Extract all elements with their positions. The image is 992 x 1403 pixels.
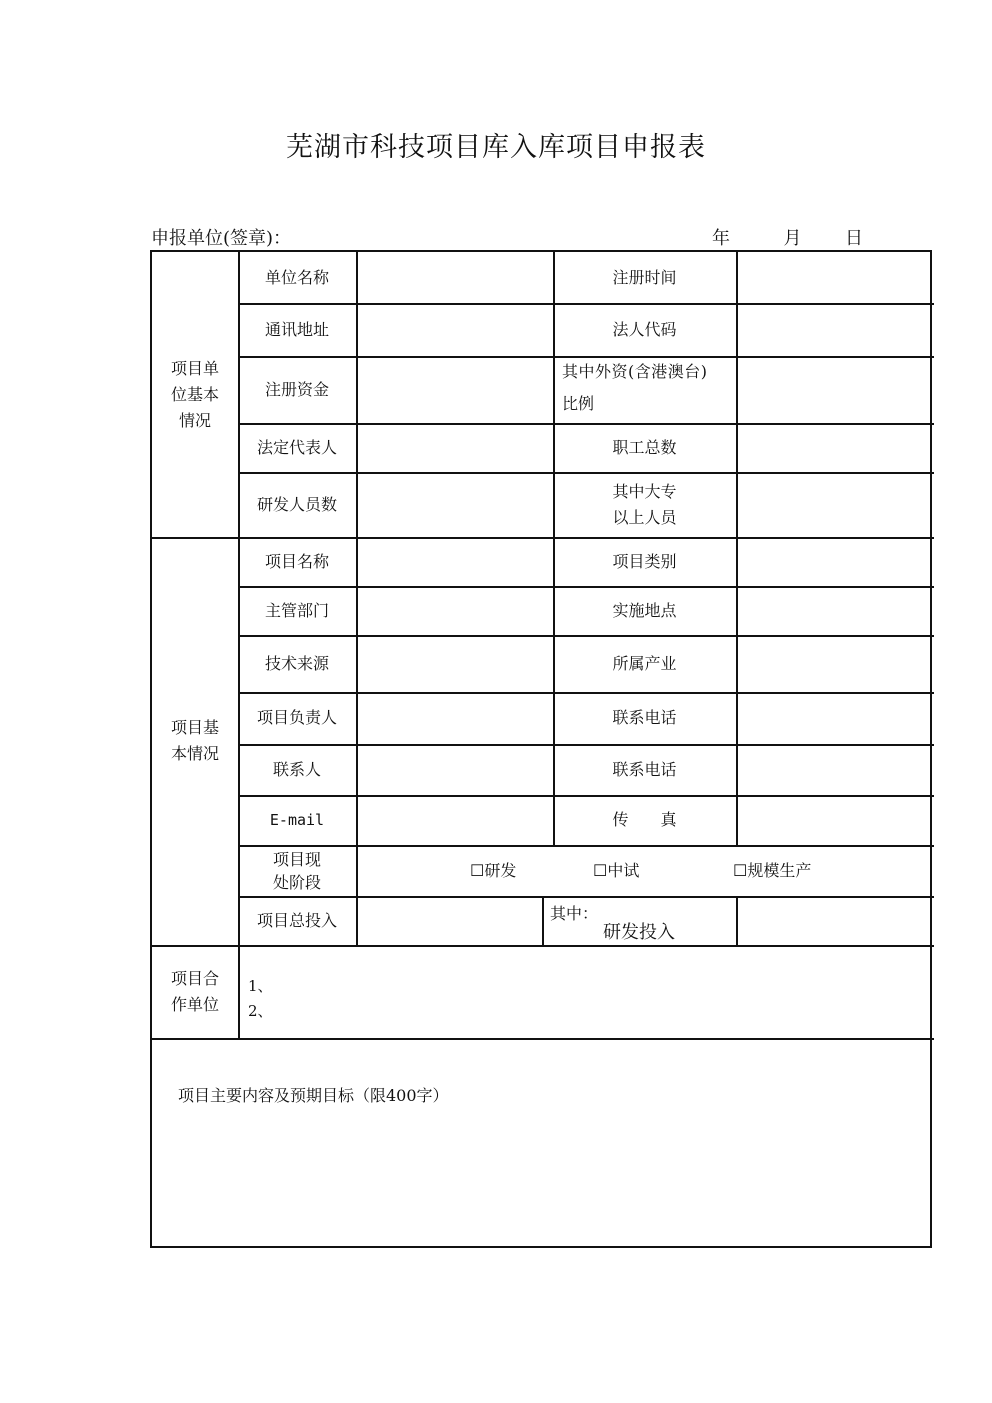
location-label: 实施地点 [612,600,677,620]
partner-item-2: 2、 [248,1002,273,1020]
location-field[interactable] [736,586,934,635]
year-label: 年 [712,228,730,249]
among-label: 其中： [550,904,599,923]
reg-time-label: 注册时间 [612,267,677,287]
section-partner-label: 项目合 作单位 [170,968,219,1014]
staff-total-label: 职工总数 [612,437,677,457]
tech-source-field[interactable] [356,635,553,692]
dept-field[interactable] [356,586,553,635]
legal-rep-field[interactable] [356,423,553,472]
phone1-field[interactable] [736,692,934,744]
project-type-label: 项目类别 [612,551,677,571]
fax-field[interactable] [736,795,934,845]
reg-time-field[interactable] [736,252,934,303]
rd-invest-field[interactable] [736,896,934,945]
legal-code-field[interactable] [736,303,934,356]
total-invest-label: 项目总投入 [256,910,337,930]
email-label: E-mail [269,811,325,829]
reg-capital-field[interactable] [356,356,553,423]
phone2-label: 联系电话 [612,759,677,779]
stage-rd-checkbox[interactable]: ☐研发 [470,860,517,880]
contact-label: 联系人 [272,759,321,779]
phone1-label: 联系电话 [612,708,677,727]
phone2-field[interactable] [736,744,934,795]
college-staff-label: 其中大专 以上人员 [612,481,677,527]
rd-invest-label: 研发投入 [603,922,675,943]
day-label: 日 [844,228,863,249]
rd-staff-field[interactable] [356,472,553,537]
content-label: 项目主要内容及预期目标（限400字） [178,1086,449,1105]
total-invest-field[interactable] [356,896,542,945]
month-label: 月 [783,228,802,249]
fax-label: 传 真 [612,810,677,829]
leader-field[interactable] [356,692,553,744]
project-name-label: 项目名称 [264,551,329,571]
section-project-info-label: 项目基 本情况 [170,718,219,763]
leader-label: 项目负责人 [256,708,337,727]
address-label: 通讯地址 [264,319,329,339]
partner-item-1: 1、 [248,977,273,995]
foreign-ratio-field[interactable] [736,356,934,423]
stage-label: 项目现 处阶段 [272,849,321,892]
industry-label: 所属产业 [612,653,677,673]
college-staff-field[interactable] [736,472,934,537]
rd-staff-label: 研发人员数 [256,494,337,514]
legal-rep-label: 法定代表人 [256,437,337,457]
project-type-field[interactable] [736,537,934,586]
staff-total-field[interactable] [736,423,934,472]
page-title: 芜湖市科技项目库入库项目申报表 [286,132,706,163]
project-name-field[interactable] [356,537,553,586]
industry-field[interactable] [736,635,934,692]
address-field[interactable] [356,303,553,356]
content-area[interactable] [152,1122,930,1246]
foreign-ratio-label: 其中外资(含港澳台) 比例 [562,362,708,413]
tech-source-label: 技术来源 [264,653,329,673]
legal-code-label: 法人代码 [612,319,677,339]
partner-list[interactable] [248,974,448,1026]
date-field[interactable] [712,224,863,250]
unit-name-label: 单位名称 [264,267,329,287]
dept-label: 主管部门 [264,600,329,620]
unit-name-field[interactable] [356,252,553,303]
application-table [150,250,932,1248]
contact-field[interactable] [356,744,553,795]
email-field[interactable] [356,795,553,845]
section-unit-info-label: 项目单 位基本 情况 [170,358,219,430]
reg-capital-label: 注册资金 [264,379,329,399]
stage-mass-checkbox[interactable]: ☐规模生产 [733,860,812,880]
applicant-label: 申报单位(签章)： [151,228,292,249]
stage-pilot-checkbox[interactable]: ☐中试 [593,860,640,880]
